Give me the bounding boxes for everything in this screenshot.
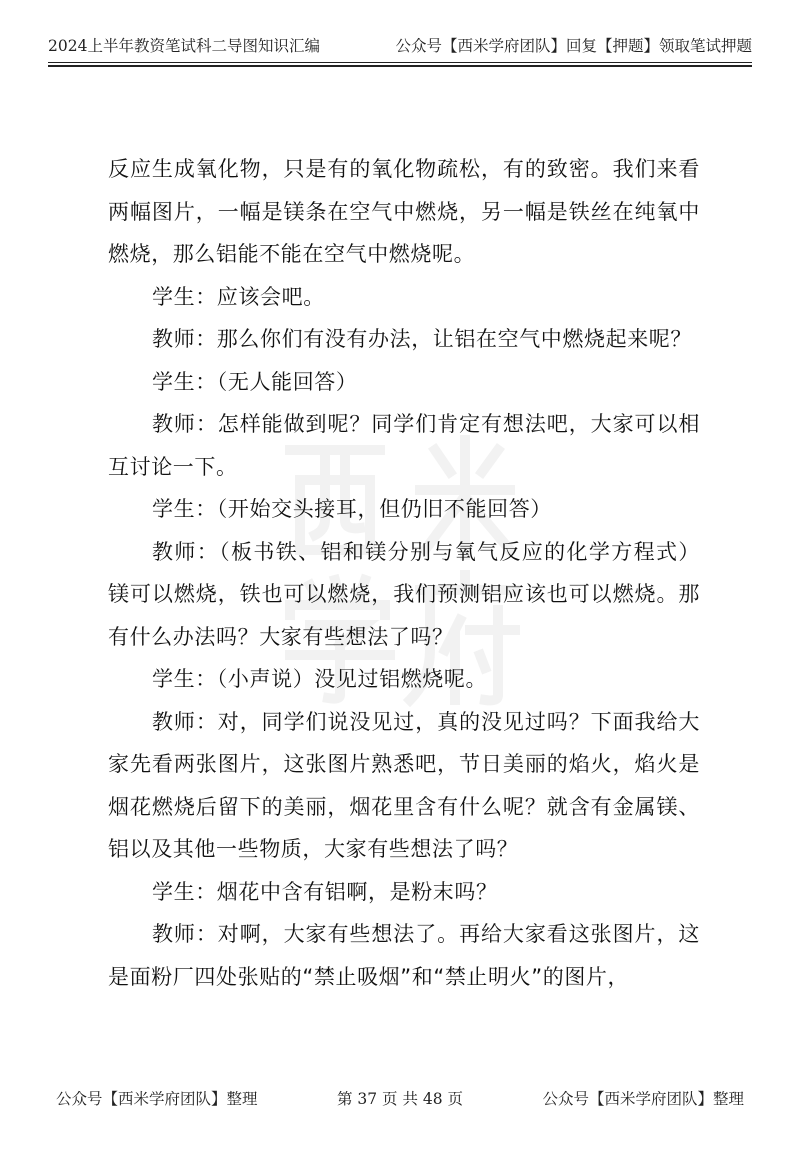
- document-body: [108, 148, 700, 998]
- page-header: [48, 34, 752, 62]
- paragraph: 教师：对啊，大家有些想法了。再给大家看这张图片，这是面粉厂四处张贴的“禁止吸烟”和“禁止明火”的图片，: [108, 922, 700, 989]
- paragraph: 学生：（开始交头接耳，但仍旧不能回答）: [152, 497, 552, 521]
- paragraph: 教师：怎样能做到呢？同学们肯定有想法吧，大家可以相互讨论一下。: [108, 412, 700, 479]
- header-rule-thick: [48, 65, 752, 67]
- paragraph: 学生：（无人能回答）: [152, 369, 358, 394]
- paragraph: 学生：烟花中含有铝啊，是粉末吗？: [152, 879, 498, 904]
- header-left-title: 2024上半年教资笔试科二导图知识汇编: [48, 37, 320, 55]
- header-right-notice: 公众号【西米学府团队】回复【押题】领取笔试押题: [395, 37, 752, 55]
- paragraph: 教师：（板书铁、铝和镁分别与氧气反应的化学方程式）镁可以燃烧，铁也可以燃烧，我们预测铝应该也可以燃烧。那有什么办法吗？大家有些想法了吗？: [108, 539, 700, 649]
- footer-page-number: 第 37 页 共 48 页: [336, 1090, 464, 1108]
- footer-left-credit: 公众号【西米学府团队】整理: [56, 1090, 258, 1108]
- paragraph: 教师：那么你们有没有办法，让铝在空气中燃烧起来呢？: [152, 327, 692, 351]
- paragraph: 反应生成氧化物，只是有的氧化物疏松，有的致密。我们来看两幅图片，一幅是镁条在空气中燃烧，另一幅是铁丝在纯氧中燃烧，那么铝能不能在空气中燃烧呢。: [108, 157, 700, 266]
- header-rule-thin: [48, 62, 752, 63]
- footer-right-credit: 公众号【西米学府团队】整理: [542, 1090, 744, 1108]
- paragraph: 教师：对，同学们说没见过，真的没见过吗？下面我给大家先看两张图片，这张图片熟悉吧，节日美丽的焰火，焰火是烟花燃烧后留下的美丽，烟花里含有什么呢？就含有金属镁、铝以及其他一些物质，大家有些想法了吗？: [108, 709, 700, 861]
- paragraph: 学生：（小声说）没见过铝燃烧呢。: [152, 667, 488, 691]
- paragraph: 学生：应该会吧。: [152, 284, 325, 309]
- page-footer: [56, 1086, 744, 1110]
